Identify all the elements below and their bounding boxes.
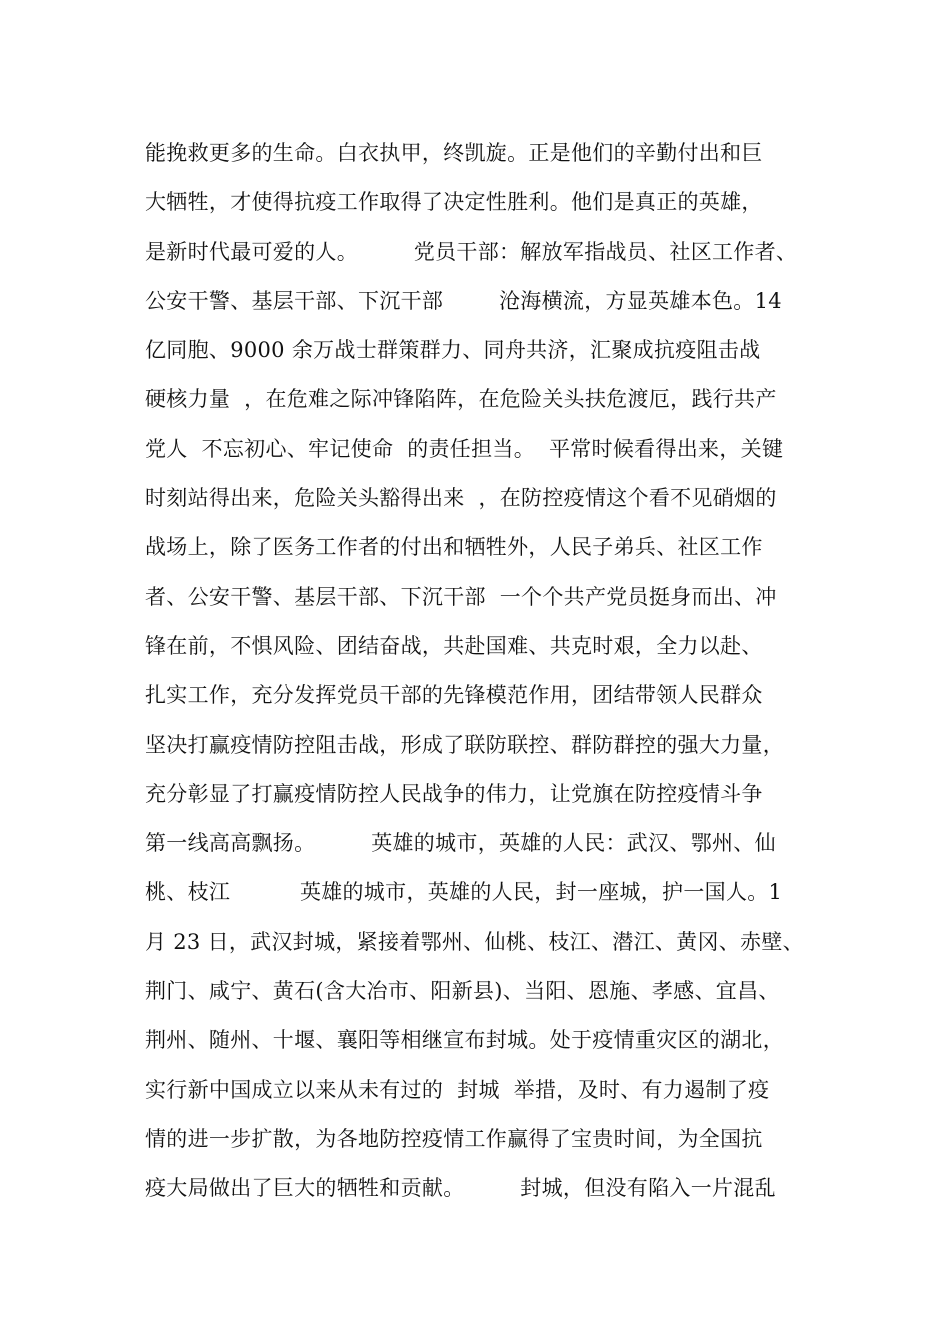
text-line: 情的进一步扩散，为各地防控疫情工作赢得了宝贵时间，为全国抗 bbox=[145, 1126, 763, 1151]
text-line: 亿同胞、9000 余万战士群策群力、同舟共济，汇聚成抗疫阻击战 bbox=[145, 338, 761, 363]
text-line: 时刻站得出来，危险关头豁得出来 ，在防控疫情这个看不见硝烟的 bbox=[145, 486, 777, 511]
text-line: 扎实工作，充分发挥党员干部的先锋模范作用，团结带领人民群众 bbox=[145, 683, 763, 708]
text-line: 硬核力量 ，在危难之际冲锋陷阵，在危险关头扶危渡厄，践行共产 bbox=[145, 387, 777, 412]
text-line: 锋在前，不惧风险、团结奋战，共赴国难、共克时艰，全力以赴、 bbox=[145, 633, 763, 658]
text-line: 第一线高高飘扬。 英雄的城市，英雄的人民：武汉、鄂州、仙 bbox=[145, 831, 776, 856]
text-line: 大牺牲，才使得抗疫工作取得了决定性胜利。他们是真正的英雄， bbox=[145, 190, 763, 215]
text-line: 月 23 日，武汉封城，紧接着鄂州、仙桃、枝江、潜江、黄冈、赤壁、 bbox=[145, 929, 804, 954]
text-line: 实行新中国成立以来从未有过的 封城 举措，及时、有力遏制了疫 bbox=[145, 1077, 770, 1102]
text-line: 战场上，除了医务工作者的付出和牺牲外，人民子弟兵、社区工作 bbox=[145, 535, 763, 560]
text-line: 充分彰显了打赢疫情防控人民战争的伟力，让党旗在防控疫情斗争 bbox=[145, 781, 763, 806]
text-line: 公安干警、基层干部、下沉干部 沧海横流，方显英雄本色。14 bbox=[145, 288, 782, 313]
text-line: 党人 不忘初心、牢记使命 的责任担当。 平常时候看得出来，关键 bbox=[145, 436, 784, 461]
body-text bbox=[145, 133, 845, 1218]
text-line: 能挽救更多的生命。白衣执甲，终凯旋。正是他们的辛勤付出和巨 bbox=[145, 141, 763, 165]
text-line: 是新时代最可爱的人。 党员干部：解放军指战员、社区工作者、 bbox=[145, 239, 798, 264]
text-line: 荆门、咸宁、黄石(含大冶市、阳新县)、当阳、恩施、孝感、宜昌、 bbox=[145, 979, 780, 1004]
text-line: 者、公安干警、基层干部、下沉干部 一个个共产党员挺身而出、冲 bbox=[145, 584, 777, 609]
text-line: 荆州、随州、十堰、襄阳等相继宣布封城。处于疫情重灾区的湖北， bbox=[145, 1028, 784, 1053]
text-line: 疫大局做出了巨大的牺牲和贡献。 封城，但没有陷入一片混乱 bbox=[145, 1176, 776, 1201]
text-line: 桃、枝江 英雄的城市，英雄的人民，封一座城，护一国人。1 bbox=[145, 880, 783, 905]
text-line: 坚决打赢疫情防控阻击战，形成了联防联控、群防群控的强大力量， bbox=[145, 732, 784, 757]
